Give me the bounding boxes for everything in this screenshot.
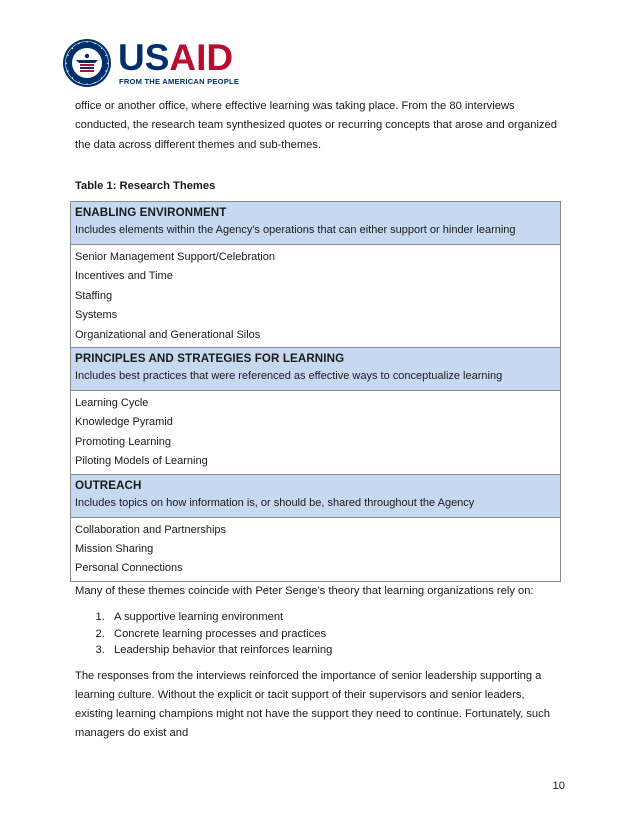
page-number: 10 (552, 780, 565, 792)
category-items-row (71, 517, 561, 581)
category-description: Includes best practices that were referenced as effective ways to conceptualize learning (75, 369, 503, 382)
intro-paragraph: office or another office, where effective learning was taking place. From the 80 interviews conducted, the research team synthesized quotes or recurring concepts that arose and organized the data across different themes and sub-themes. (75, 100, 557, 151)
theme-item: Organizational and Generational Silos (75, 328, 261, 341)
category-items-row (71, 390, 561, 474)
category-items-cell (71, 244, 561, 347)
wordmark-aid: AID (169, 36, 234, 78)
usaid-logo (62, 38, 239, 88)
theme-item: Knowledge Pyramid (75, 416, 173, 429)
theme-item: Piloting Models of Learning (75, 455, 208, 468)
theme-item: Systems (75, 309, 118, 322)
category-header-cell (71, 201, 561, 244)
research-themes-table (70, 201, 561, 582)
theme-item: Mission Sharing (75, 542, 154, 555)
category-items-cell (71, 390, 561, 474)
category-header-row (71, 474, 561, 517)
category-description: Includes topics on how information is, or should be, shared throughout the Agency (75, 496, 475, 509)
category-title: OUTREACH (75, 478, 142, 492)
theme-item: Personal Connections (75, 562, 183, 575)
theme-item: Senior Management Support/Celebration (75, 250, 275, 263)
senge-intro-paragraph: Many of these themes coincide with Peter Senge's theory that learning organizations rely on: (75, 584, 534, 597)
theme-item: Incentives and Time (75, 270, 173, 283)
category-header-cell (71, 474, 561, 517)
senge-list-item: 1. A supportive learning environment (108, 609, 565, 626)
closing-paragraph: The responses from the interviews reinforced the importance of senior leadership supporting a learning culture. Without the explicit or tacit support of their supervisors and senior leaders, existing learning champions might not have the support they need to continue. Fortunately, such managers do exist and (75, 669, 550, 740)
category-title: ENABLING ENVIRONMENT (75, 205, 227, 219)
category-header-row (71, 201, 561, 244)
senge-list-item: 3. Leadership behavior that reinforces learning (108, 642, 565, 659)
theme-item: Collaboration and Partnerships (75, 523, 227, 536)
senge-list (75, 609, 565, 659)
usaid-seal-icon (62, 38, 112, 88)
category-header-cell (71, 347, 561, 390)
page-content (75, 97, 565, 744)
theme-item: Learning Cycle (75, 396, 149, 409)
category-title: PRINCIPLES AND STRATEGIES FOR LEARNING (75, 351, 345, 365)
table-title: Table 1: Research Themes (75, 179, 216, 192)
usaid-wordmark (118, 36, 240, 86)
category-items-row (71, 244, 561, 347)
theme-item: Promoting Learning (75, 435, 172, 448)
category-description: Includes elements within the Agency's operations that can either support or hinder learning (75, 223, 516, 236)
category-items-cell (71, 517, 561, 581)
usaid-wordmark-text (118, 36, 239, 78)
wordmark-us: US (118, 36, 170, 78)
usaid-tagline: FROM THE AMERICAN PEOPLE (119, 76, 240, 86)
senge-list-item: 2. Concrete learning processes and practices (108, 626, 565, 643)
category-header-row (71, 347, 561, 390)
theme-item: Staffing (75, 289, 113, 302)
